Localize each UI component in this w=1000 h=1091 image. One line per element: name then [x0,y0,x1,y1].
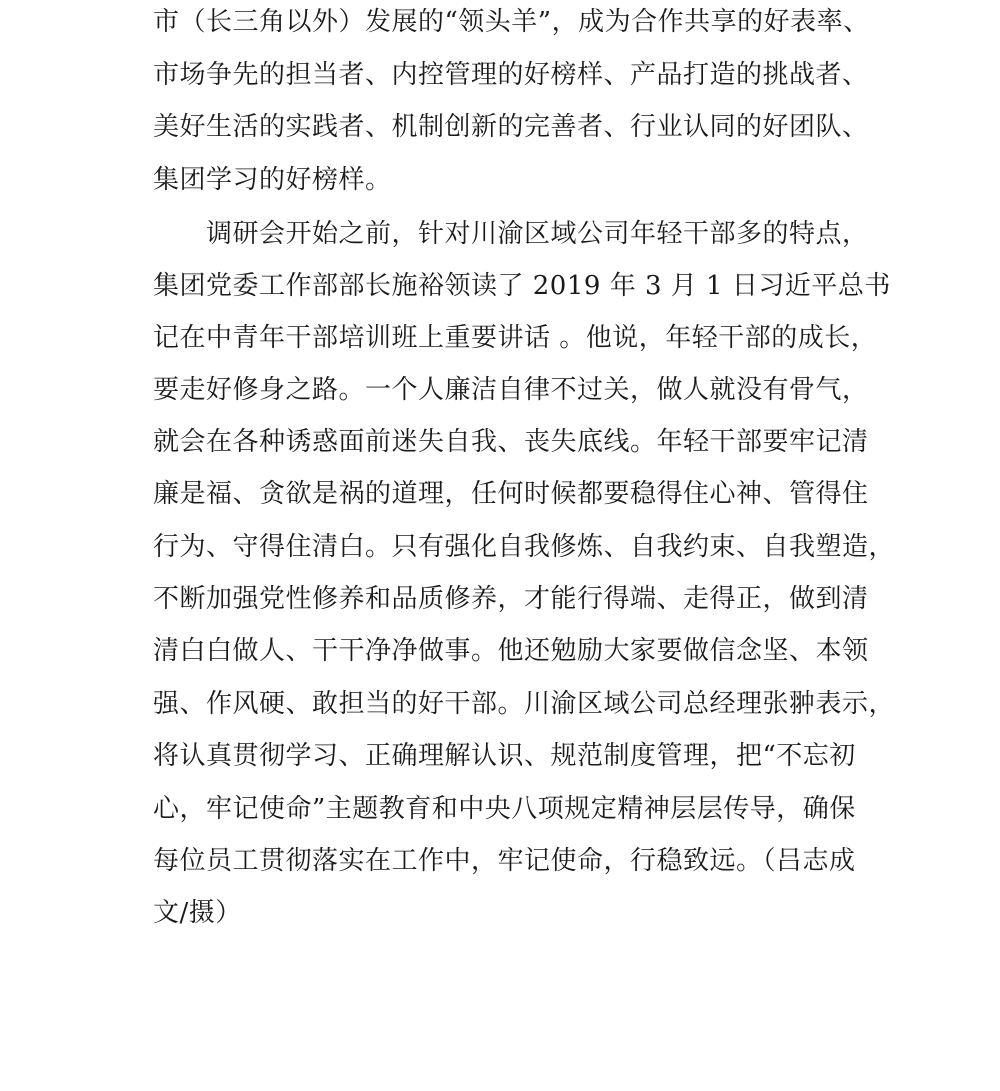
text-line-14: 强、作风硬、敢担当的好干部。川渝区域公司总经理张翀表示， [153,689,896,719]
text-line-6: 集团党委工作部部长施裕领读了 2019 年 3 月 1 日习近平总书 [153,271,891,301]
text-line-3: 美好生活的实践者、机制创新的完善者、行业认同的好团队、 [153,112,869,142]
text-line-12: 不断加强党性修养和品质修养，才能行得端、走得正，做到清 [153,584,869,614]
text-line-10: 廉是福、贪欲是祸的道理，任何时候都要稳得住心神、管得住 [153,479,869,509]
text-line-9: 就会在各种诱惑面前迷失自我、丧失底线。年轻干部要牢记清 [153,427,869,457]
text-line-2: 市场争先的担当者、内控管理的好榜样、产品打造的挑战者、 [153,60,869,90]
text-line-18: 文/摄） [153,898,242,928]
text-line-13: 清白白做人、干干净净做事。他还勉励大家要做信念坚、本领 [153,636,869,666]
paragraph-2-first-line: 调研会开始之前，针对川渝区域公司年轻干部多的特点， [206,219,869,249]
text-line-7: 记在中青年干部培训班上重要讲话 。他说，年轻干部的成长， [153,323,878,353]
text-line-15: 将认真贯彻学习、正确理解认识、规范制度管理，把“不忘初 [153,741,856,771]
text-line-4: 集团学习的好榜样。 [153,165,392,195]
text-line-16: 心，牢记使命”主题教育和中央八项规定精神层层传导，确保 [153,794,856,824]
text-line-8: 要走好修身之路。一个人廉洁自律不过关，做人就没有骨气， [153,375,869,405]
text-line-1: 市（长三角以外）发展的“领头羊”，成为合作共享的好表率、 [153,7,870,37]
text-line-17: 每位员工贯彻落实在工作中，牢记使命，行稳致远。（吕志成 [153,846,856,876]
text-line-11: 行为、守得住清白。只有强化自我修炼、自我约束、自我塑造， [153,532,896,562]
